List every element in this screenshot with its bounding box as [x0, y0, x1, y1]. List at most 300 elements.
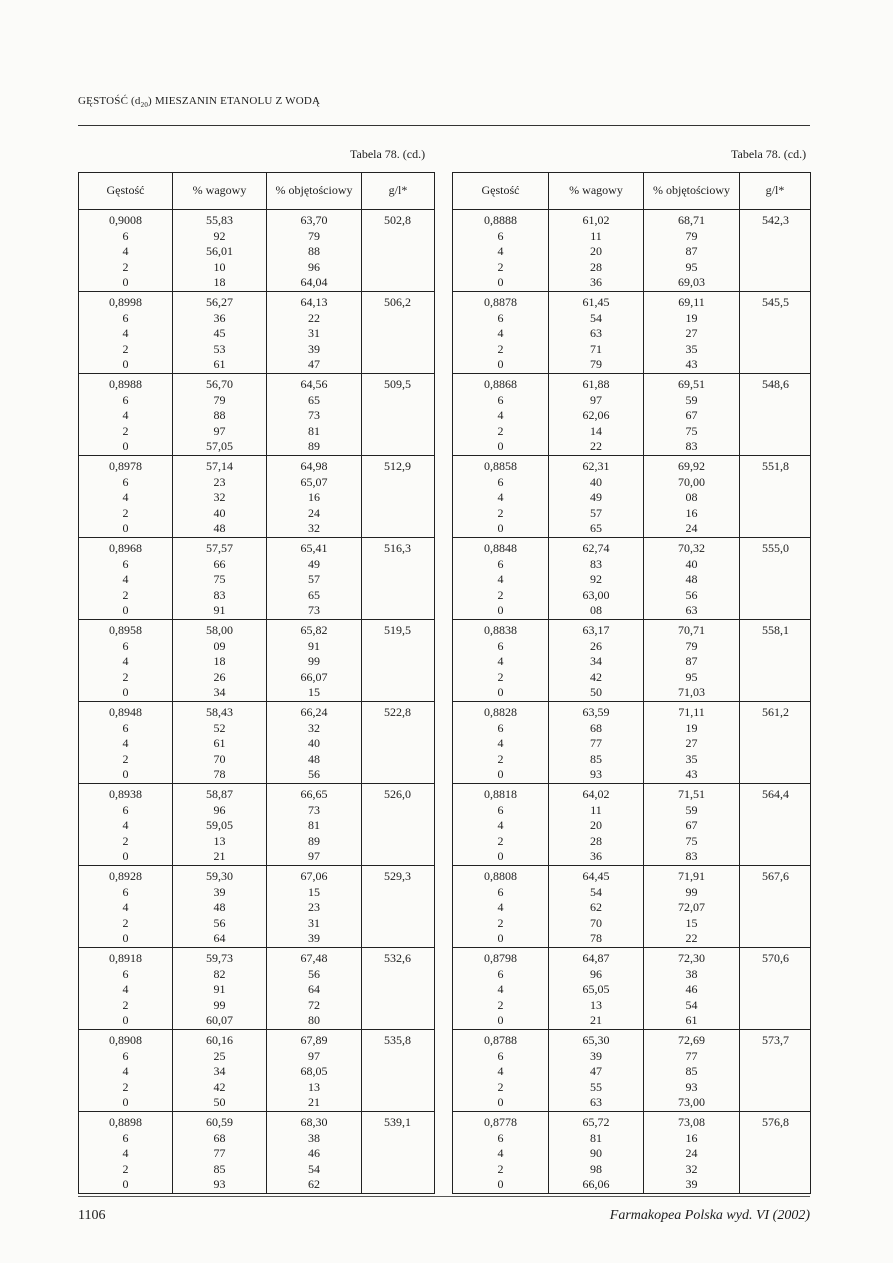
cell-value: 567,6 [762, 869, 789, 883]
cell-value: 71,51 [678, 787, 705, 801]
cell-value: 4 [497, 244, 504, 259]
cell-value: 92 [590, 572, 602, 587]
cell-value: 48 [213, 521, 226, 536]
running-head-text: GĘSTOŚĆ (d [78, 95, 141, 107]
density-cell [79, 948, 173, 1030]
cell-value: 63,59 [582, 705, 610, 719]
cell-value: 2 [122, 505, 129, 520]
table-row [453, 538, 811, 620]
density-cell [79, 456, 173, 538]
cell-value: 97 [308, 1048, 320, 1063]
cell-value: 54 [590, 310, 602, 325]
cell-value: 73 [308, 802, 320, 817]
cell-value: 36 [590, 849, 602, 864]
cell-value: 97 [590, 392, 602, 407]
cell-value: 2 [497, 915, 504, 930]
cell-value: 50 [590, 685, 602, 700]
cell-value: 535,8 [384, 1033, 411, 1047]
table-row [79, 1112, 435, 1194]
table-caption-left: Tabela 78. (cd.) [350, 147, 426, 161]
cell-value: 6 [122, 1048, 129, 1063]
cell-value: 24 [685, 1146, 698, 1161]
table-row [79, 374, 435, 456]
cell-value: 11 [590, 228, 602, 243]
cell-value: 71 [590, 341, 602, 356]
table-header-row [453, 173, 811, 210]
col-header-density: Gęstość [79, 173, 173, 210]
cell-value: 26 [590, 638, 602, 653]
cell-value: 61 [685, 1013, 698, 1028]
weight-percent-cell [549, 538, 644, 620]
cell-value: 93 [213, 1177, 226, 1192]
grams-per-litre-cell [740, 1030, 811, 1112]
cell-value: 19 [685, 720, 698, 735]
cell-value: 4 [497, 736, 504, 751]
cell-value: 2 [497, 587, 504, 602]
cell-value: 0,8938 [109, 787, 142, 801]
cell-value: 72 [308, 997, 320, 1012]
cell-value: 0,9008 [109, 213, 142, 227]
weight-percent-cell [549, 374, 644, 456]
cell-value: 70 [213, 751, 226, 766]
cell-value: 576,8 [762, 1115, 789, 1129]
col-header-grams-per-litre: g/l* [740, 173, 811, 210]
cell-value: 64,04 [300, 275, 328, 290]
cell-value: 25 [213, 1048, 226, 1063]
cell-value: 31 [308, 326, 320, 341]
cell-value: 6 [497, 1130, 504, 1145]
cell-value: 70,32 [678, 541, 705, 555]
cell-value: 63,00 [582, 587, 610, 602]
volume-percent-cell [267, 292, 362, 374]
cell-value: 4 [497, 982, 504, 997]
cell-value: 46 [308, 1146, 320, 1161]
cell-value: 0 [122, 357, 129, 372]
cell-value: 78 [590, 931, 602, 946]
cell-value: 65,82 [300, 623, 328, 637]
table-row [453, 456, 811, 538]
cell-value: 0 [122, 931, 129, 946]
cell-value: 40 [590, 474, 602, 489]
grams-per-litre-cell [362, 374, 435, 456]
cell-value: 0,8818 [484, 787, 517, 801]
cell-value: 6 [122, 802, 129, 817]
cell-value: 20 [590, 818, 602, 833]
cell-value: 64,13 [300, 295, 328, 309]
cell-value: 4 [497, 572, 504, 587]
density-cell [453, 620, 549, 702]
cell-value: 08 [590, 603, 602, 618]
table-caption-right: Tabela 78. (cd.) [731, 147, 807, 161]
cell-value: 31 [308, 915, 320, 930]
cell-value: 62 [590, 900, 602, 915]
cell-value: 6 [497, 474, 504, 489]
table-row [453, 702, 811, 784]
cell-value: 0 [122, 1177, 129, 1192]
density-cell [79, 866, 173, 948]
cell-value: 08 [685, 490, 698, 505]
cell-value: 47 [590, 1064, 602, 1079]
cell-value: 2 [122, 669, 129, 684]
grams-per-litre-cell [362, 784, 435, 866]
cell-value: 0,8778 [484, 1115, 517, 1129]
cell-value: 4 [497, 326, 504, 341]
cell-value: 95 [685, 259, 698, 274]
cell-value: 2 [122, 1161, 129, 1176]
density-cell [453, 292, 549, 374]
cell-value: 15 [685, 915, 698, 930]
cell-value: 63 [685, 603, 698, 618]
grams-per-litre-cell [362, 948, 435, 1030]
volume-percent-cell [267, 948, 362, 1030]
cell-value: 39 [213, 884, 226, 899]
cell-value: 80 [308, 1013, 320, 1028]
cell-value: 4 [122, 326, 129, 341]
volume-percent-cell [267, 538, 362, 620]
cell-value: 48 [213, 900, 226, 915]
cell-value: 0,8838 [484, 623, 517, 637]
cell-value: 60,07 [206, 1013, 233, 1028]
cell-value: 55 [590, 1079, 602, 1094]
volume-percent-cell [267, 1112, 362, 1194]
table-row [79, 866, 435, 948]
cell-value: 545,5 [762, 295, 789, 309]
cell-value: 22 [685, 931, 698, 946]
cell-value: 0,8948 [109, 705, 142, 719]
volume-percent-cell [644, 374, 740, 456]
cell-value: 2 [122, 259, 129, 274]
density-table-left [78, 172, 435, 1194]
cell-value: 6 [497, 720, 504, 735]
cell-value: 0,8848 [484, 541, 517, 555]
cell-value: 28 [590, 833, 602, 848]
cell-value: 542,3 [762, 213, 789, 227]
cell-value: 56 [213, 915, 226, 930]
cell-value: 65,41 [300, 541, 328, 555]
table-row [79, 620, 435, 702]
cell-value: 6 [497, 638, 504, 653]
weight-percent-cell [549, 702, 644, 784]
density-cell [79, 784, 173, 866]
density-cell [79, 292, 173, 374]
cell-value: 93 [590, 767, 602, 782]
cell-value: 6 [497, 884, 504, 899]
cell-value: 54 [685, 997, 698, 1012]
cell-value: 65 [590, 521, 602, 536]
density-cell [79, 620, 173, 702]
cell-value: 0 [497, 849, 504, 864]
cell-value: 67 [685, 818, 698, 833]
grams-per-litre-cell [740, 456, 811, 538]
cell-value: 85 [213, 1161, 226, 1176]
cell-value: 64,02 [582, 787, 610, 801]
cell-value: 55,83 [206, 213, 233, 227]
density-cell [79, 1112, 173, 1194]
cell-value: 99 [308, 654, 320, 669]
cell-value: 91 [308, 638, 320, 653]
cell-value: 4 [497, 408, 504, 423]
cell-value: 34 [213, 1064, 226, 1079]
weight-percent-cell [549, 1030, 644, 1112]
cell-value: 64 [308, 982, 320, 997]
cell-value: 512,9 [384, 459, 411, 473]
cell-value: 0 [122, 521, 129, 536]
cell-value: 4 [122, 900, 129, 915]
cell-value: 38 [685, 966, 698, 981]
cell-value: 2 [122, 833, 129, 848]
cell-value: 45 [213, 326, 226, 341]
cell-value: 2 [497, 833, 504, 848]
weight-percent-cell [173, 210, 267, 292]
table-row [453, 784, 811, 866]
grams-per-litre-cell [362, 456, 435, 538]
cell-value: 56,27 [206, 295, 233, 309]
grams-per-litre-cell [740, 702, 811, 784]
grams-per-litre-cell [740, 620, 811, 702]
weight-percent-cell [549, 948, 644, 1030]
cell-value: 56,01 [206, 244, 233, 259]
cell-value: 67,48 [300, 951, 328, 965]
cell-value: 570,6 [762, 951, 789, 965]
cell-value: 99 [685, 884, 698, 899]
cell-value: 73 [308, 603, 320, 618]
cell-value: 6 [122, 638, 129, 653]
density-cell [453, 866, 549, 948]
cell-value: 50 [213, 1095, 226, 1110]
cell-value: 4 [122, 654, 129, 669]
cell-value: 43 [685, 357, 698, 372]
cell-value: 19 [685, 310, 698, 325]
cell-value: 58,87 [206, 787, 233, 801]
weight-percent-cell [549, 456, 644, 538]
cell-value: 89 [308, 439, 320, 454]
cell-value: 56 [308, 767, 320, 782]
cell-value: 58,00 [206, 623, 233, 637]
cell-value: 16 [685, 505, 698, 520]
cell-value: 4 [497, 1064, 504, 1079]
cell-value: 83 [590, 556, 602, 571]
cell-value: 72,69 [678, 1033, 705, 1047]
cell-value: 2 [497, 669, 504, 684]
volume-percent-cell [644, 538, 740, 620]
cell-value: 6 [497, 966, 504, 981]
cell-value: 62,74 [582, 541, 610, 555]
cell-value: 36 [213, 310, 226, 325]
cell-value: 6 [122, 884, 129, 899]
cell-value: 0 [122, 439, 129, 454]
grams-per-litre-cell [362, 620, 435, 702]
cell-value: 0 [122, 685, 129, 700]
cell-value: 79 [308, 228, 320, 243]
table-row [79, 702, 435, 784]
cell-value: 0,8898 [109, 1115, 142, 1129]
cell-value: 66,24 [300, 705, 328, 719]
cell-value: 77 [685, 1048, 698, 1063]
cell-value: 68,05 [300, 1064, 328, 1079]
cell-value: 558,1 [762, 623, 789, 637]
cell-value: 20 [590, 244, 602, 259]
cell-value: 56,70 [206, 377, 233, 391]
cell-value: 2 [497, 259, 504, 274]
weight-percent-cell [173, 866, 267, 948]
cell-value: 18 [213, 654, 226, 669]
weight-percent-cell [549, 866, 644, 948]
cell-value: 4 [122, 982, 129, 997]
cell-value: 64,56 [300, 377, 328, 391]
cell-value: 16 [685, 1130, 698, 1145]
cell-value: 42 [590, 669, 602, 684]
cell-value: 2 [497, 423, 504, 438]
cell-value: 6 [497, 556, 504, 571]
cell-value: 2 [122, 423, 129, 438]
table-row [453, 292, 811, 374]
grams-per-litre-cell [362, 866, 435, 948]
weight-percent-cell [549, 1112, 644, 1194]
cell-value: 27 [685, 736, 698, 751]
cell-value: 24 [685, 521, 698, 536]
cell-value: 87 [685, 654, 698, 669]
grams-per-litre-cell [740, 1112, 811, 1194]
cell-value: 59 [685, 802, 698, 817]
cell-value: 57,14 [206, 459, 233, 473]
cell-value: 65,30 [582, 1033, 610, 1047]
cell-value: 6 [122, 392, 129, 407]
cell-value: 38 [308, 1130, 320, 1145]
cell-value: 2 [497, 1161, 504, 1176]
table-row [79, 210, 435, 292]
running-head [78, 95, 320, 109]
cell-value: 64 [213, 931, 226, 946]
cell-value: 2 [497, 751, 504, 766]
cell-value: 57 [308, 572, 320, 587]
cell-value: 98 [590, 1161, 602, 1176]
table-row [453, 374, 811, 456]
cell-value: 6 [497, 310, 504, 325]
cell-value: 10 [213, 259, 226, 274]
table-row [453, 210, 811, 292]
cell-value: 555,0 [762, 541, 789, 555]
density-cell [453, 374, 549, 456]
cell-value: 88 [308, 244, 320, 259]
cell-value: 61,88 [582, 377, 610, 391]
weight-percent-cell [549, 620, 644, 702]
running-head-subscript: 20 [140, 101, 149, 110]
density-table-right [452, 172, 811, 1194]
col-header-density: Gęstość [453, 173, 549, 210]
cell-value: 0 [122, 1095, 129, 1110]
cell-value: 68,71 [678, 213, 705, 227]
col-header-volume-percent: % objętościowy [267, 173, 362, 210]
cell-value: 0,8918 [109, 951, 142, 965]
cell-value: 77 [590, 736, 602, 751]
volume-percent-cell [267, 702, 362, 784]
col-header-volume-percent: % objętościowy [644, 173, 740, 210]
cell-value: 509,5 [384, 377, 411, 391]
cell-value: 61 [213, 357, 226, 372]
cell-value: 78 [213, 767, 226, 782]
cell-value: 21 [590, 1013, 602, 1028]
density-cell [79, 210, 173, 292]
cell-value: 79 [213, 392, 226, 407]
cell-value: 96 [213, 802, 226, 817]
cell-value: 60,16 [206, 1033, 233, 1047]
cell-value: 21 [213, 849, 226, 864]
cell-value: 79 [685, 228, 698, 243]
volume-percent-cell [644, 292, 740, 374]
cell-value: 506,2 [384, 295, 411, 309]
table-row [453, 1112, 811, 1194]
cell-value: 66,07 [300, 669, 328, 684]
cell-value: 21 [308, 1095, 320, 1110]
density-cell [79, 374, 173, 456]
cell-value: 32 [308, 521, 320, 536]
cell-value: 0,8978 [109, 459, 142, 473]
weight-percent-cell [173, 784, 267, 866]
cell-value: 0,8868 [484, 377, 517, 391]
density-cell [453, 1030, 549, 1112]
cell-value: 2 [497, 341, 504, 356]
cell-value: 502,8 [384, 213, 411, 227]
cell-value: 46 [685, 982, 698, 997]
grams-per-litre-cell [362, 702, 435, 784]
cell-value: 92 [213, 228, 226, 243]
weight-percent-cell [173, 702, 267, 784]
cell-value: 68 [213, 1130, 226, 1145]
cell-value: 49 [308, 556, 320, 571]
cell-value: 81 [308, 818, 320, 833]
grams-per-litre-cell [740, 948, 811, 1030]
volume-percent-cell [644, 784, 740, 866]
col-header-weight-percent: % wagowy [549, 173, 644, 210]
cell-value: 0 [497, 603, 504, 618]
grams-per-litre-cell [740, 538, 811, 620]
cell-value: 64,45 [582, 869, 610, 883]
cell-value: 0 [497, 521, 504, 536]
density-cell [453, 784, 549, 866]
cell-value: 6 [497, 228, 504, 243]
cell-value: 0 [122, 1013, 129, 1028]
cell-value: 0,8998 [109, 295, 142, 309]
grams-per-litre-cell [740, 210, 811, 292]
cell-value: 519,5 [384, 623, 411, 637]
cell-value: 57,57 [206, 541, 233, 555]
cell-value: 69,11 [678, 295, 705, 309]
density-cell [453, 538, 549, 620]
cell-value: 62,06 [582, 408, 610, 423]
cell-value: 13 [213, 833, 226, 848]
cell-value: 96 [308, 259, 320, 274]
cell-value: 59 [685, 392, 698, 407]
cell-value: 2 [122, 751, 129, 766]
cell-value: 91 [213, 982, 226, 997]
col-header-grams-per-litre: g/l* [362, 173, 435, 210]
weight-percent-cell [173, 948, 267, 1030]
volume-percent-cell [644, 210, 740, 292]
cell-value: 09 [213, 638, 226, 653]
cell-value: 64,98 [300, 459, 328, 473]
cell-value: 13 [590, 997, 602, 1012]
grams-per-litre-cell [362, 1030, 435, 1112]
cell-value: 39 [685, 1177, 698, 1192]
volume-percent-cell [644, 620, 740, 702]
cell-value: 0,8798 [484, 951, 517, 965]
cell-value: 4 [122, 1146, 129, 1161]
table-row [79, 538, 435, 620]
cell-value: 2 [122, 341, 129, 356]
cell-value: 70,71 [678, 623, 705, 637]
weight-percent-cell [549, 292, 644, 374]
cell-value: 47 [308, 357, 320, 372]
